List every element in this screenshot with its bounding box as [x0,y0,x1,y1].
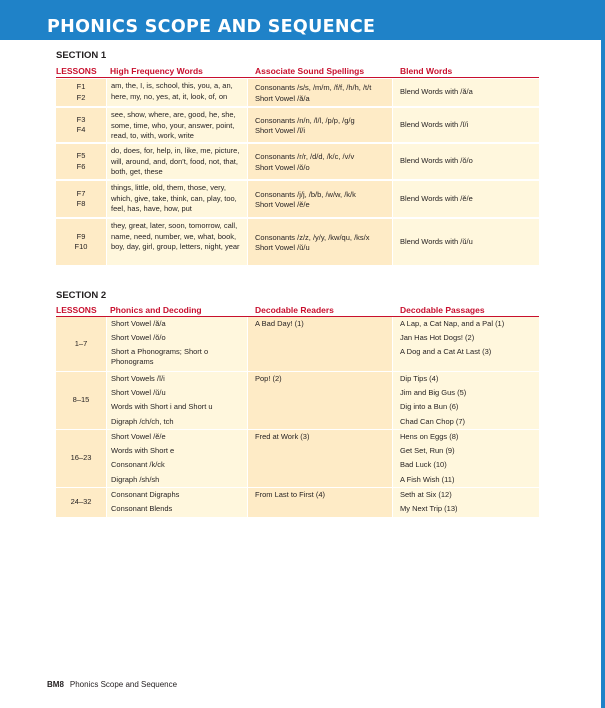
lesson-label: F9 [76,231,86,241]
phonics-item: Words with Short e [111,446,175,456]
readers-list [248,430,392,487]
s1-header-hf-words: High Frequency Words [110,66,203,76]
blend-words: Blend Words with /ĭ/i [393,108,539,142]
page-edge-rule [601,40,605,708]
passage-item: Get Set, Run (9) [400,446,455,456]
s2-header-passages: Decodable Passages [400,305,485,315]
passages-list [393,488,539,517]
sound-spellings [248,108,392,142]
s1-lesson-cell [56,79,106,106]
passage-item: Dig into a Bun (6) [400,402,459,412]
s1-header-blend-words: Blend Words [400,66,453,76]
sound-spellings [248,144,392,179]
vowel-spelling: Short Vowel /ŭ/u [255,243,310,252]
lesson-label: F10 [74,242,88,251]
blend-words: Blend Words with /ŏ/o [393,144,539,179]
phonics-item: Short Vowels /ĭ/i [111,374,165,383]
s1-lesson-cell [56,108,106,142]
passage-item: Hens on Eggs (8) [400,432,459,441]
s1-row [56,219,539,265]
sound-spellings [248,219,392,265]
s1-row [56,181,539,217]
blend-words: Blend Words with /ă/a [393,79,539,106]
phonics-item: Short Vowel /ĕ/e [111,432,166,441]
lesson-label: 16–23 [70,453,92,463]
passages-list [393,317,539,371]
vowel-spelling: Short Vowel /ă/a [255,93,310,103]
section2-title: SECTION 2 [56,290,107,301]
readers-list [248,317,392,371]
reader-item: A Bad Day! (1) [255,319,304,328]
s2-row [56,488,539,517]
passage-item: Jim and Big Gus (5) [400,388,467,398]
passages-list [393,430,539,487]
phonics-list [107,430,247,487]
reader-item: Fred at Work (3) [255,432,310,441]
s2-lesson-cell [56,430,106,487]
passage-item: A Lap, a Cat Nap, and a Pal (1) [400,319,505,328]
passage-item: A Dog and a Cat At Last (3) [400,347,492,357]
page-number: BM8 [47,680,64,689]
lesson-label: F4 [76,125,86,134]
consonant-spellings: Consonants /z/z, /y/y, /kw/qu, /ks/x [255,232,370,242]
s2-lesson-cell [56,317,106,371]
phonics-item: Short a Phonograms; Short o Phonograms [111,347,209,367]
blend-words: Blend Words with /ŭ/u [393,219,539,265]
consonant-spellings: Consonants /r/r, /d/d, /k/c, /v/v [255,152,355,161]
phonics-item: Short Vowel /ă/a [111,319,166,328]
phonics-item: Digraph /sh/sh [111,474,160,484]
lesson-label: F1 [76,82,86,91]
phonics-item: Short Vowel /ŏ/o [111,333,166,343]
s2-lesson-cell [56,372,106,429]
vowel-spelling: Short Vowel /ĕ/e [255,200,310,209]
lesson-label: F8 [76,199,86,208]
s2-row [56,430,539,487]
phonics-item: Consonant Digraphs [111,490,180,499]
phonics-item: Digraph /ch/ch, tch [111,416,174,426]
s1-lesson-cell [56,219,106,265]
consonant-spellings: Consonants /s/s, /m/m, /f/f, /h/h, /t/t [255,83,372,92]
section1-title: SECTION 1 [56,50,107,61]
readers-list [248,488,392,517]
page-title: PHONICS SCOPE AND SEQUENCE [47,17,376,37]
consonant-spellings: Consonants /n/n, /l/l, /p/p, /g/g [255,115,355,125]
phonics-list [107,372,247,429]
reader-item: From Last to First (4) [255,490,326,499]
reader-item: Pop! (2) [255,374,282,383]
hf-words: am, the, I, is, school, this, you, a, an, here, my, no, yes, at, it, look, of, on [107,79,247,106]
readers-list [248,372,392,429]
phonics-item: Short Vowel /ŭ/u [111,388,166,398]
phonics-item: Consonant /k/ck [111,460,165,470]
phonics-item: Words with Short i and Short u [111,402,213,412]
lesson-label: 8–15 [72,395,90,405]
vowel-spelling: Short Vowel /ŏ/o [255,162,310,172]
lesson-label: F5 [76,151,86,160]
footer-label: Phonics Scope and Sequence [69,680,178,689]
s1-row [56,108,539,142]
passage-item: Dip Tips (4) [400,374,439,383]
passage-item: Jan Has Hot Dogs! (2) [400,333,475,343]
vowel-spelling: Short Vowel /ĭ/i [255,126,306,135]
hf-words: they, great, later, soon, tomorrow, call, name, need, number, we, what, book, boy, day, girl, group, letters, night, year [107,219,247,265]
s2-lesson-cell [56,488,106,517]
phonics-list [107,488,247,517]
passage-item: Chad Can Chop (7) [400,416,466,426]
s1-header-sound-spellings: Associate Sound Spellings [255,66,365,76]
s1-lesson-cell [56,181,106,217]
s1-header-rule [56,77,539,78]
s2-row [56,317,539,371]
blend-words: Blend Words with /ĕ/e [393,181,539,217]
s1-lesson-cell [56,144,106,179]
page-footer [47,680,177,689]
hf-words: things, little, old, them, those, very, which, give, take, think, can, play, too, feel, has, have, how, put [107,181,247,217]
s2-header-phonics: Phonics and Decoding [110,305,202,315]
s2-header-lessons: LESSONS [56,305,97,315]
consonant-spellings: Consonants /j/j, /b/b, /w/w, /k/k [255,189,356,199]
passage-item: My Next Trip (13) [400,504,458,514]
phonics-item: Consonant Blends [111,504,173,514]
sound-spellings [248,79,392,106]
lesson-label: F3 [76,114,86,124]
lesson-label: F6 [76,161,86,171]
passage-item: Bad Luck (10) [400,460,447,470]
hf-words: see, show, where, are, good, he, she, some, time, who, your, answer, point, read, to, with, work, write [107,108,247,142]
passage-item: Seth at Six (12) [400,490,452,499]
s2-row [56,372,539,429]
lesson-label: 1–7 [74,338,88,348]
s1-row [56,79,539,106]
lesson-label: F2 [76,92,86,102]
lesson-label: 24–32 [70,497,92,507]
phonics-list [107,317,247,371]
s2-header-readers: Decodable Readers [255,305,334,315]
hf-words: do, does, for, help, in, like, me, picture, will, around, and, don't, food, not, that, both, get, these [107,144,247,179]
title-banner [0,0,605,40]
passage-item: A Fish Wish (11) [400,474,455,484]
s1-header-lessons: LESSONS [56,66,97,76]
passages-list [393,372,539,429]
lesson-label: F7 [76,188,86,198]
s1-row [56,144,539,179]
sound-spellings [248,181,392,217]
